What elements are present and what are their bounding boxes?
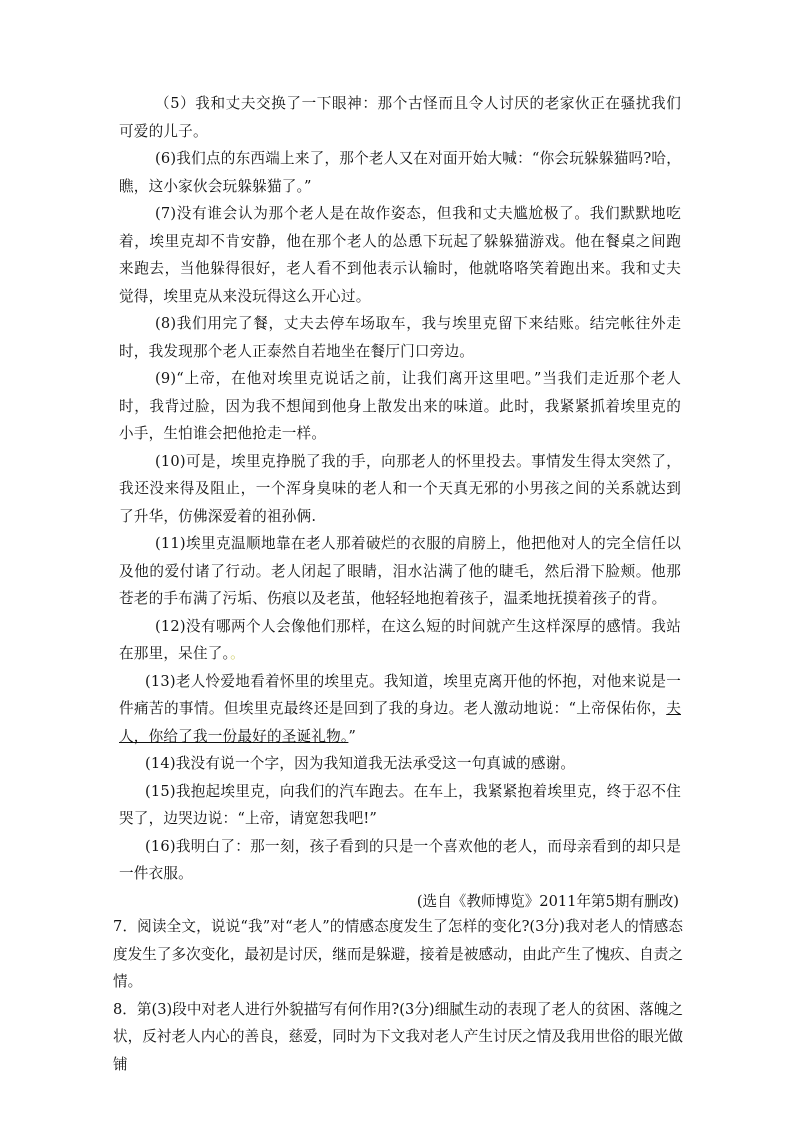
paragraph-8: (8)我们用完了餐，丈夫去停车场取车，我与埃里克留下来结账。结完帐往外走时，我发现那个老人正泰然自若地坐在餐厅门口旁边。 [119, 315, 681, 360]
paragraph-16: (16)我明白了：那一刻，孩子看到的只是一个喜欢他的老人，而母亲看到的却只是一件衣服。 [119, 837, 681, 882]
questions-section [113, 913, 683, 1078]
paragraph-15: (15)我抱起埃里克，向我们的汽车跑去。在车上，我紧紧抱着埃里克，终于忍不住哭了，边哭边说：“上帝，请宽恕我吧!” [119, 782, 681, 827]
paragraph-5: （5）我和丈夫交换了一下眼神：那个古怪而且令人讨厌的老家伙正在骚扰我们可爱的儿子。 [119, 95, 681, 140]
paragraph-12: (12)没有哪两个人会像他们那样，在这么短的时间就产生这样深厚的感情。我站在那里，呆住了。。 [119, 617, 681, 662]
paragraph-10: (10)可是，埃里克挣脱了我的手，向那老人的怀里投去。事情发生得太突然了，我还没来得及阻止，一个浑身臭味的老人和一个天真无邪的小男孩之间的关系就达到了升华，仿佛深爱着的祖孙俩. [119, 452, 681, 525]
article-body [119, 90, 681, 915]
paragraph-14: (14)我没有说一个字，因为我知道我无法承受这一句真诚的感谢。 [145, 755, 576, 772]
paragraph-9: (9)“上帝，在他对埃里克说话之前，让我们离开这里吧。”当我们走近那个老人时，我背过脸，因为我不想闻到他身上散发出来的味道。此时，我紧紧抓着埃里克的小手，生怕谁会把他抢走一样。 [119, 370, 681, 442]
source-citation: (选自《教师博览》2011年第5期有删改) [416, 892, 679, 910]
paragraph-11: (11)埃里克温顺地靠在老人那着破烂的衣服的肩膀上，他把他对人的完全信任以及他的爱付诸了行动。老人闭起了眼睛，泪水沾满了他的睫毛，然后滑下脸颊。他那苍老的手布满了污垢、伤痕以及老茧，他轻轻地抱着孩子，温柔地抚摸着孩子的背。 [119, 535, 681, 607]
paragraph-13: (13)老人怜爱地看着怀里的埃里克。我知道，埃里克离开他的怀抱，对他来说是一件痛苦的事情。但埃里克最终还是回到了我的身边。老人激动地说：“上帝保佑你，夫人，你给了我一份最好的圣诞礼物。” [119, 672, 681, 745]
question-7: 7．阅读全文，说说“我”对“老人”的情感态度发生了怎样的变化?(3分)我对老人的情感态度发生了多次变化，最初是讨厌，继而是躲避，接着是被感动，由此产生了愧疚、自责之情。 [113, 918, 683, 990]
underlined-quote: 夫人，你给了我一份最好的圣诞礼物。 [119, 700, 681, 745]
paragraph-7: (7)没有谁会认为那个老人是在故作姿态，但我和丈夫尴尬极了。我们默默地吃着，埃里克却不肯安静，他在那个老人的怂恿下玩起了躲躲猫游戏。他在餐桌之间跑来跑去，当他躲得很好，老人看不到他表示认输时，他就咯咯笑着跑出来。我和丈夫觉得，埃里克从来没玩得这么开心过。 [119, 205, 681, 305]
decorative-dot: 。 [230, 645, 245, 662]
paragraph-6: (6)我们点的东西端上来了，那个老人又在对面开始大喊：“你会玩躲躲猫吗?哈，瞧，这小家伙会玩躲躲猫了。” [119, 150, 681, 195]
question-8: 8．第(3)段中对老人进行外貌描写有何作用?(3分)细腻生动的表现了老人的贫困、落魄之状，反衬老人内心的善良，慈爱，同时为下文我对老人产生讨厌之情及我用世俗的眼光做铺 [113, 1000, 683, 1073]
